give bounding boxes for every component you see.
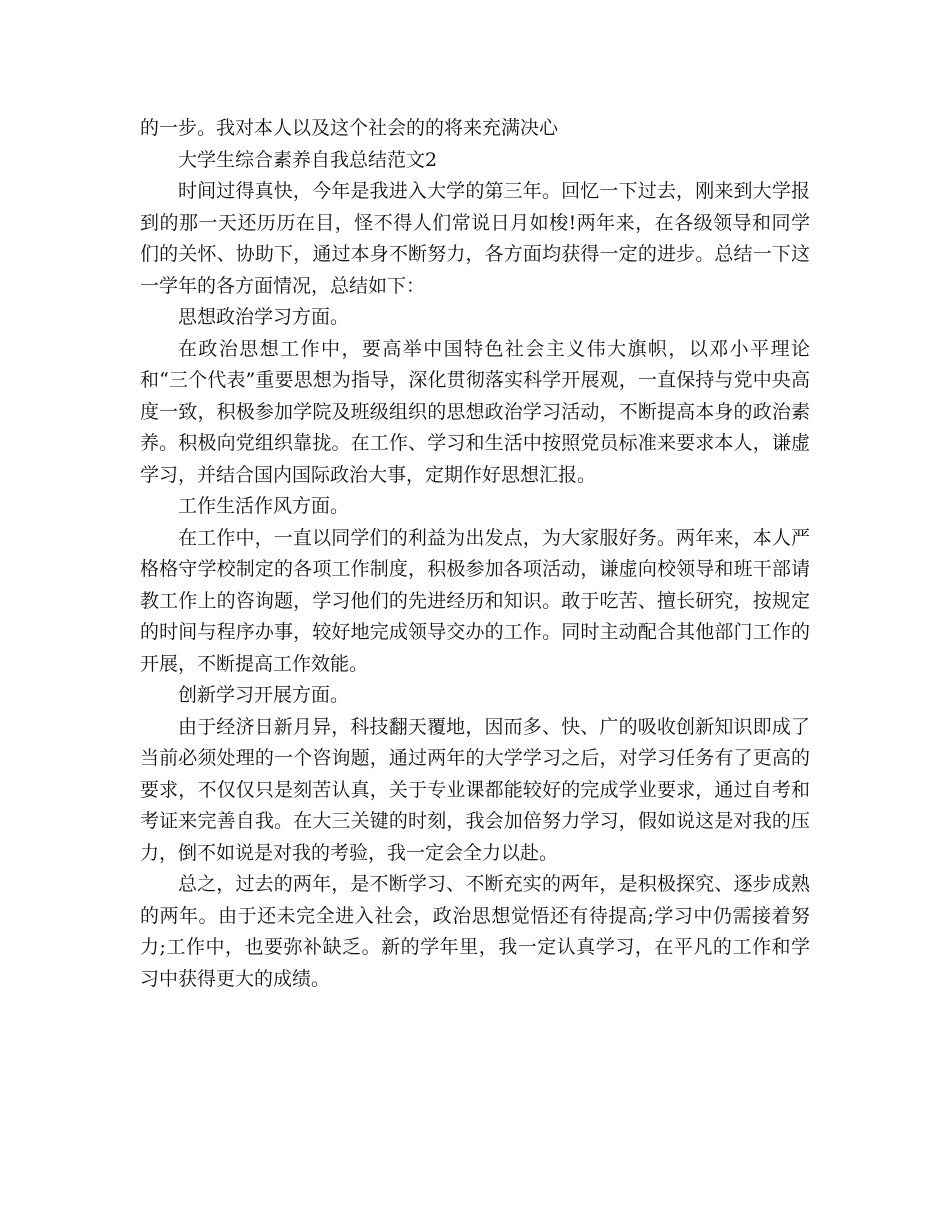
section-heading-political: 思想政治学习方面。	[178, 306, 350, 328]
conclusion-paragraph: 总之，过去的两年，是不断学习、不断充实的两年，是积极探究、逐步成熟的两年。由于还未完全进入社会，政治思想觉悟还有待提高;学习中仍需接着努力;工作中，也要弥补缺乏。新的学年里，我一定认真学习，在平凡的工作和学习中获得更大的成绩。	[140, 873, 810, 990]
political-paragraph: 在政治思想工作中，要高举中国特色社会主义伟大旗帜，以邓小平理论和“三个代表”重要思想为指导，深化贯彻落实科学开展观，一直保持与党中央高度一致，积极参加学院及班级组织的思想政治学习活动，不断提高本身的政治素养。积极向党组织靠拢。在工作、学习和生活中按照党员标准来要求本人，谦虚学习，并结合国内国际政治大事，定期作好思想汇报。	[140, 337, 810, 486]
essay-title: 大学生综合素养自我总结范文2	[178, 148, 438, 171]
section-heading-innovation: 创新学习开展方面。	[178, 684, 350, 706]
continuation-paragraph: 的一步。我对本人以及这个社会的的将来充满决心	[140, 117, 559, 139]
intro-paragraph: 时间过得真快，今年是我进入大学的第三年。回忆一下过去，刚来到大学报到的那一天还历历在目，怪不得人们常说日月如梭!两年来，在各级领导和同学们的关怀、协助下，通过本身不断努力，各方面均获得一定的进步。总结一下这一学年的各方面情况，总结如下：	[140, 180, 810, 297]
section-heading-work: 工作生活作风方面。	[178, 495, 350, 517]
work-paragraph: 在工作中，一直以同学们的利益为出发点，为大家服好务。两年来，本人严格格守学校制定的各项工作制度，积极参加各项活动，谦虚向校领导和班干部请教工作上的咨询题，学习他们的先进经历和知识。敢于吃苦、擅长研究，按规定的时间与程序办事，较好地完成领导交办的工作。同时主动配合其他部门工作的开展，不断提高工作效能。	[140, 526, 810, 675]
innovation-paragraph: 由于经济日新月异，科技翻天覆地，因而多、快、广的吸收创新知识即成了当前必须处理的一个咨询题，通过两年的大学学习之后，对学习任务有了更高的要求，不仅仅只是刻苦认真，关于专业课都能较好的完成学业要求，通过自考和考证来完善自我。在大三关键的时刻，我会加倍努力学习，假如说这是对我的压力，倒不如说是对我的考验，我一定会全力以赴。	[140, 715, 810, 864]
